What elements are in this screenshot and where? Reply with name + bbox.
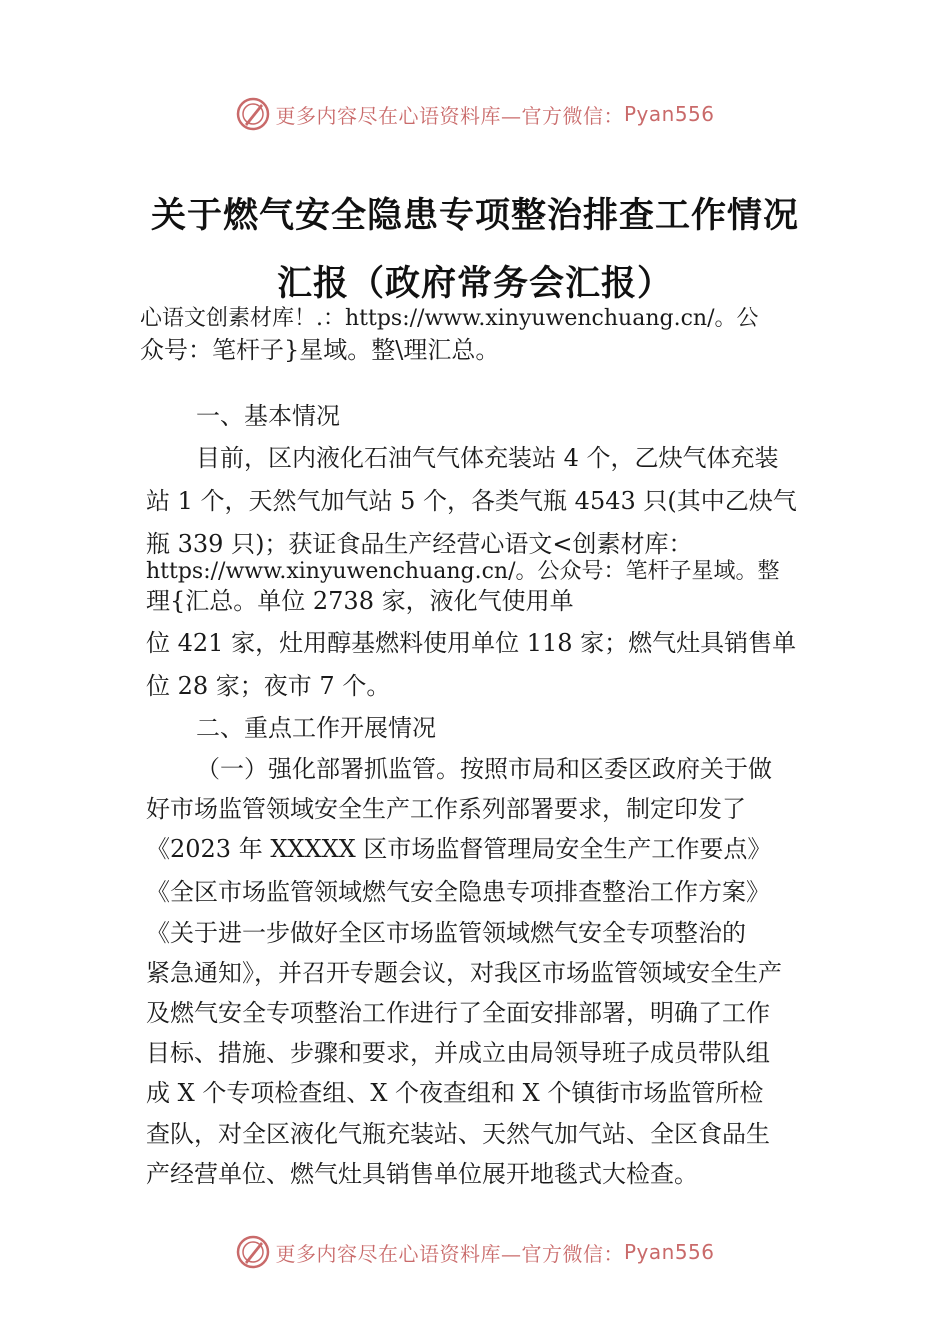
text-line: 目前，区内液化石油气气体充装站 4 个，乙炔气体充装 <box>196 444 779 472</box>
text-line: 《关于进一步做好全区市场监管领域燃气安全专项整治的 <box>146 919 746 947</box>
header-watermark-banner <box>0 94 950 134</box>
document-title-line-2: 汇报（政府常务会汇报） <box>276 264 673 304</box>
text-line: 目标、措施、步骤和要求，并成立由局领导班子成员带队组 <box>146 1039 770 1067</box>
text-line: 成 X 个专项检查组、X 个夜查组和 X 个镇街市场监管所检 <box>146 1079 764 1107</box>
quill-logo-icon <box>235 96 271 132</box>
document-title-line-1: 关于燃气安全隐患专项整治排查工作情况 <box>150 196 799 236</box>
text-line: 《2023 年 XXXXX 区市场监督管理局安全生产工作要点》 <box>146 835 772 863</box>
section-heading: 一、基本情况 <box>196 402 340 430</box>
text-line: 查队，对全区液化气瓶充装站、天然气加气站、全区食品生 <box>146 1120 770 1148</box>
text-line: 位 28 家；夜市 7 个。 <box>146 672 391 700</box>
text-line: 理{汇总。单位 2738 家，液化气使用单 <box>146 587 574 615</box>
text-line: https://www.xinyuwenchuang.cn/。公众号：笔杆子星域。整 <box>146 559 780 584</box>
banner-text: 更多内容尽在心语资料库—官方微信： <box>275 103 624 128</box>
text-line: 众号：笔杆子}星域。整\理汇总。 <box>140 336 500 364</box>
wechat-id: Pyan556 <box>623 102 715 126</box>
text-line: 心语文创素材库！.：https://www.xinyuwenchuang.cn/。公 <box>140 306 759 331</box>
text-line: 站 1 个，天然气加气站 5 个，各类气瓶 4543 只(其中乙炔气 <box>146 487 797 515</box>
quill-logo-icon <box>235 1234 271 1270</box>
text-line: （一）强化部署抓监管。按照市局和区委区政府关于做 <box>196 755 772 783</box>
section-heading: 二、重点工作开展情况 <box>196 714 436 742</box>
text-line: 好市场监管领域安全生产工作系列部署要求，制定印发了 <box>146 795 746 823</box>
text-line: 位 421 家，灶用醇基燃料使用单位 118 家；燃气灶具销售单 <box>146 629 797 657</box>
text-line: 紧急通知》，并召开专题会议，对我区市场监管领域安全生产 <box>146 959 782 987</box>
footer-watermark-banner <box>0 1232 950 1272</box>
text-line: 《全区市场监管领域燃气安全隐患专项排查整治工作方案》 <box>146 878 770 906</box>
wechat-id: Pyan556 <box>623 1240 715 1264</box>
banner-text: 更多内容尽在心语资料库—官方微信： <box>275 1241 624 1266</box>
text-line: 及燃气安全专项整治工作进行了全面安排部署，明确了工作 <box>146 999 770 1027</box>
text-line: 产经营单位、燃气灶具销售单位展开地毯式大检查。 <box>146 1160 698 1188</box>
text-line: 瓶 339 只)；获证食品生产经营心语文<创素材库： <box>146 530 693 558</box>
